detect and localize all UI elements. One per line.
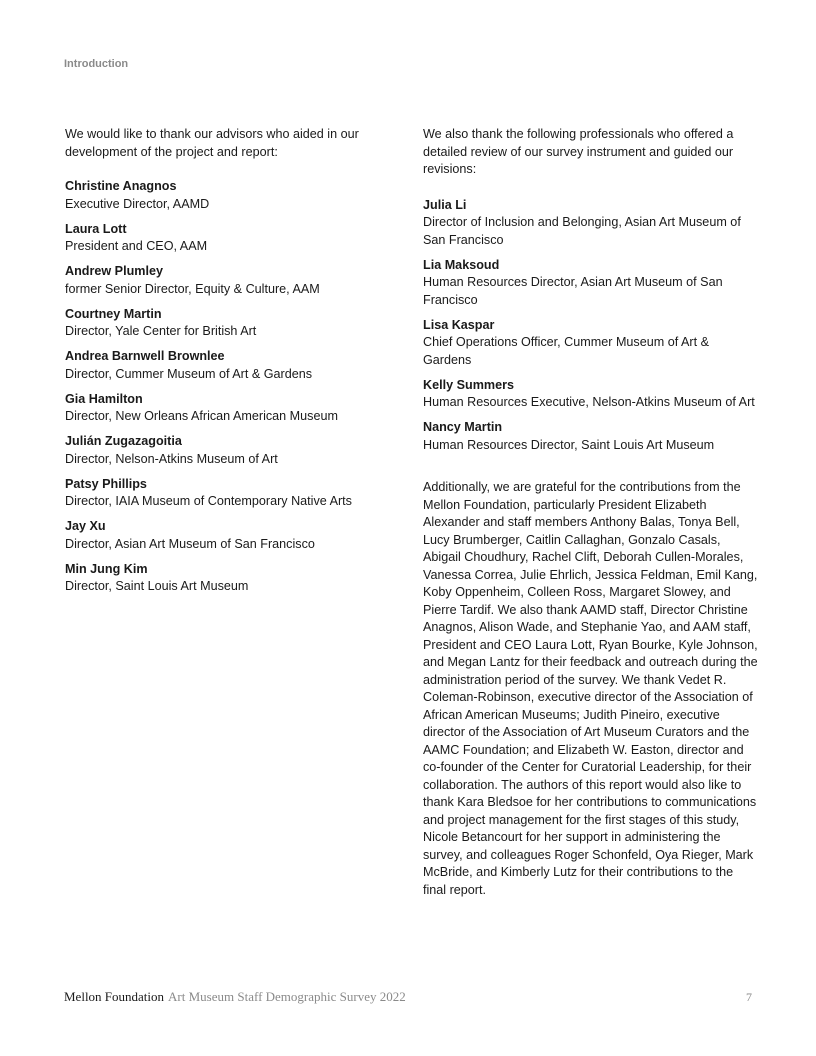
advisor-entry [65, 178, 385, 213]
advisor-entry [65, 561, 385, 596]
advisor-entry [65, 348, 385, 383]
advisor-title: Director, Asian Art Museum of San Francisco [65, 536, 315, 551]
advisor-title: former Senior Director, Equity & Culture, AAM [65, 281, 320, 296]
advisors-column [65, 126, 385, 603]
advisor-name: Christine Anagnos [65, 179, 177, 193]
reviewer-entry [423, 317, 758, 370]
advisor-title: Director, Nelson-Atkins Museum of Art [65, 451, 278, 466]
advisor-title: Director, Cummer Museum of Art & Gardens [65, 366, 313, 381]
advisor-entry [65, 263, 385, 298]
reviewer-title: Human Resources Director, Saint Louis Art Museum [423, 437, 715, 452]
advisor-entry [65, 306, 385, 341]
reviewer-entry [423, 377, 758, 412]
advisor-name: Andrew Plumley [65, 264, 163, 278]
advisor-name: Courtney Martin [65, 306, 162, 321]
reviewer-title: Human Resources Director, Asian Art Museum of San Francisco [423, 275, 723, 307]
advisor-name: Min Jung Kim [65, 561, 148, 576]
reviewer-name: Lisa Kaspar [423, 317, 495, 332]
reviewers-column [423, 126, 758, 912]
footer [64, 989, 406, 1005]
reviewer-name: Kelly Summers [423, 377, 514, 392]
advisor-title: President and CEO, AAM [65, 239, 208, 253]
advisor-name: Julián Zugazagoitia [65, 434, 182, 448]
reviewers-list [423, 197, 758, 455]
advisor-entry [65, 391, 385, 426]
advisor-name: Laura Lott [65, 221, 127, 236]
page-number: 7 [746, 990, 752, 1004]
advisors-intro: We would like to thank our advisors who aided in our development of the project and report: [65, 127, 359, 159]
advisor-entry [65, 476, 385, 511]
advisor-name: Jay Xu [65, 519, 106, 533]
reviewer-name: Lia Maksoud [423, 257, 500, 272]
advisor-title: Director, New Orleans African American Museum [65, 409, 338, 423]
advisor-title: Executive Director, AAMD [65, 196, 210, 211]
advisor-title: Director, Yale Center for British Art [65, 324, 257, 338]
reviewer-title: Chief Operations Officer, Cummer Museum of Art & Gardens [423, 335, 710, 367]
reviewer-entry [423, 197, 758, 250]
reviewers-intro: We also thank the following professionals who offered a detailed review of our survey instrument and guided our revisions: [423, 127, 734, 176]
advisor-name: Patsy Phillips [65, 476, 147, 491]
reviewer-entry [423, 257, 758, 310]
advisor-entry [65, 221, 385, 256]
advisor-name: Gia Hamilton [65, 391, 143, 406]
acknowledgements-paragraph: Additionally, we are grateful for the contributions from the Mellon Foundation, particularly President Elizabeth Alexander and staff members Anthony Balas, Tonya Bell, Lucy Brumberger, Caitlin Callaghan, Gonzalo Casals, Abigail Choudhury, Rachel Clift, Deborah Cullen-Morales, Vanessa Correa, Julie Ehrlich, Jessica Feldman, Emil Kang, Koby Oppenheim, Colleen Ross, Margaret Slowey, and Pierre Tardif. We also thank AAMD staff, Director Christine Anagnos, Alison Wade, and Stephanie Yao, and AAM staff, President and CEO Laura Lott, Ryan Bourke, Kyle Johnson, and Megan Lantz for their feedback and outreach during the administration period of the survey. We thank Vedet R. Coleman-Robinson, executive director of the Association of African American Museums; Judith Pineiro, executive director of the Association of Art Museum Curators and the AAMC Foundation; and Elizabeth W. Easton, director and co-founder of the Center for Curatorial Leadership, for their collaboration. The authors of this report would also like to thank Kara Bledsoe for her contributions to communications and project management for the first stages of this study, Nicole Betancourt for her support in administering the survey, and colleagues Roger Schonfeld, Oya Rieger, Mark McBride, and Kimberly Lutz for their contributions to the final report. [423, 480, 758, 897]
advisor-entry [65, 433, 385, 468]
reviewer-name: Nancy Martin [423, 420, 503, 434]
section-label: Introduction [64, 58, 129, 70]
advisor-entry [65, 518, 385, 553]
advisor-title: Director, IAIA Museum of Contemporary Native Arts [65, 494, 352, 508]
advisors-list [65, 178, 385, 596]
reviewer-title: Human Resources Executive, Nelson-Atkins Museum of Art [423, 395, 755, 409]
reviewer-title: Director of Inclusion and Belonging, Asian Art Museum of San Francisco [423, 215, 741, 247]
advisor-title: Director, Saint Louis Art Museum [65, 579, 249, 593]
footer-report-title: Art Museum Staff Demographic Survey 2022 [168, 989, 406, 1004]
reviewer-entry [423, 419, 758, 454]
footer-org: Mellon Foundation [64, 989, 165, 1004]
reviewer-name: Julia Li [423, 197, 467, 212]
advisor-name: Andrea Barnwell Brownlee [65, 349, 225, 363]
